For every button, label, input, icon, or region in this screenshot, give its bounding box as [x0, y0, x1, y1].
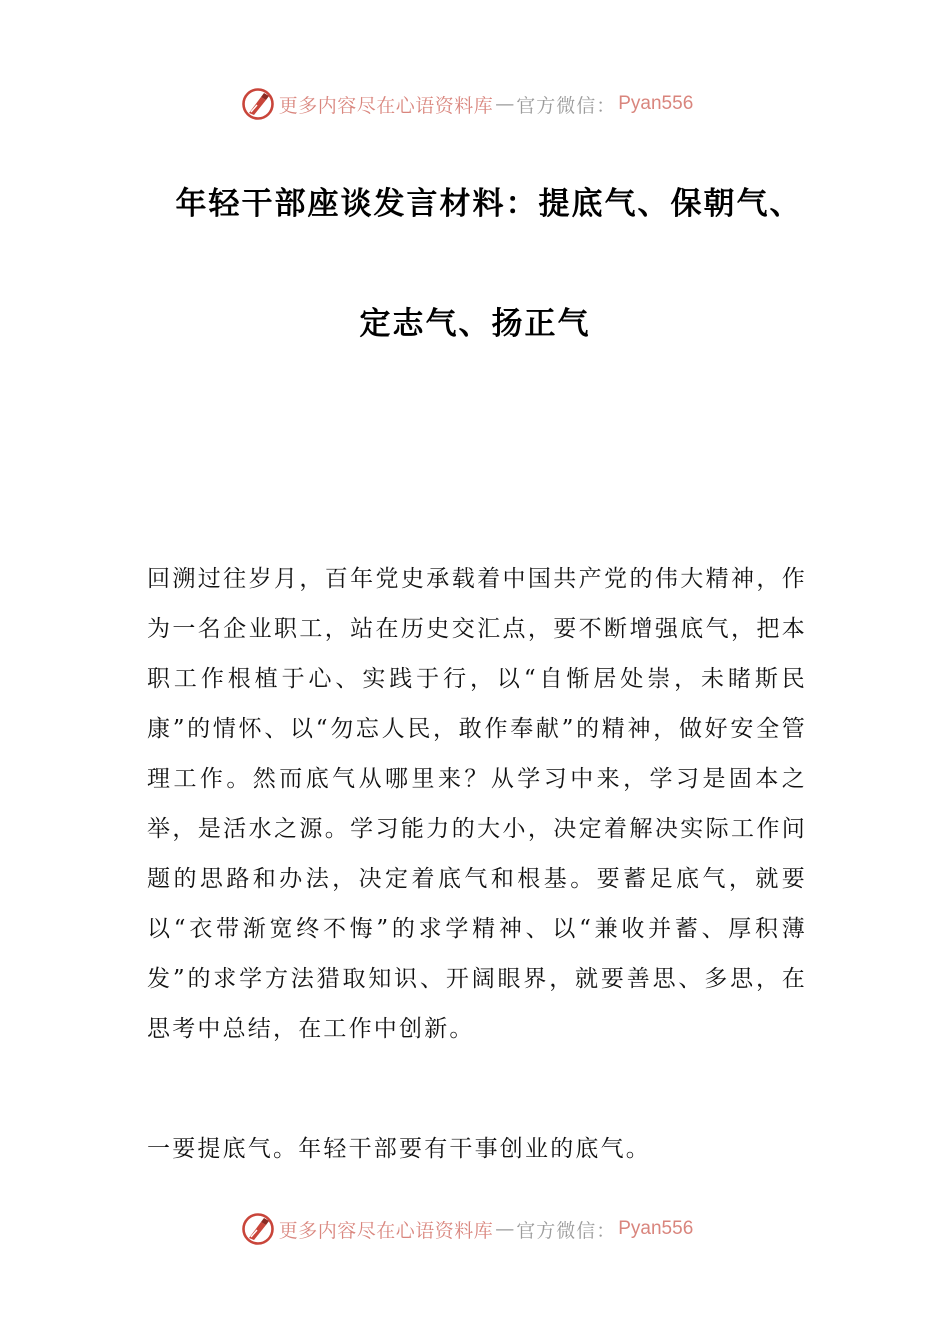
header-watermark [0, 84, 950, 124]
watermark-wechat-label: 官方微信： [516, 1219, 617, 1242]
watermark-wechat-label: 官方微信： [516, 94, 617, 117]
body-paragraph-2: 一要提底气。年轻干部要有干事创业的底气。 [147, 1136, 651, 1162]
pen-nib-logo-icon [241, 1212, 275, 1246]
watermark-wechat-id: Pyan556 [618, 1218, 694, 1239]
watermark-separator: — [495, 93, 515, 115]
watermark-site-name: 更多内容尽在心语资料库 [278, 94, 494, 117]
document-title-line-2: 定志气、扬正气 [359, 306, 591, 342]
watermark-separator: — [495, 1218, 515, 1240]
document-title-line-1: 年轻干部座谈发言材料：提底气、保朝气、 [175, 186, 803, 222]
body-paragraph-1: 回溯过往岁月，百年党史承载着中国共产党的伟大精神，作为一名企业职工，站在历史交汇点，要不断增强底气，把本职工作根植于心、实践于行，以“自惭居处崇，未睹斯民康”的情怀、以“勿忘人民，敢作奉献”的精神，做好安全管理工作。然而底气从哪里来？从学习中来，学习是固本之举，是活水之源。学习能力的大小，决定着解决实际工作问题的思路和办法，决定着底气和根基。要蓄足底气，就要以“衣带渐宽终不悔”的求学精神、以“兼收并蓄、厚积薄发”的求学方法猎取知识、开阔眼界，就要善思、多思，在思考中总结，在工作中创新。 [147, 566, 807, 1042]
pen-nib-logo-icon [241, 87, 275, 121]
watermark-site-name: 更多内容尽在心语资料库 [278, 1219, 494, 1242]
watermark-wechat-id: Pyan556 [618, 93, 694, 114]
footer-watermark [0, 1209, 950, 1249]
